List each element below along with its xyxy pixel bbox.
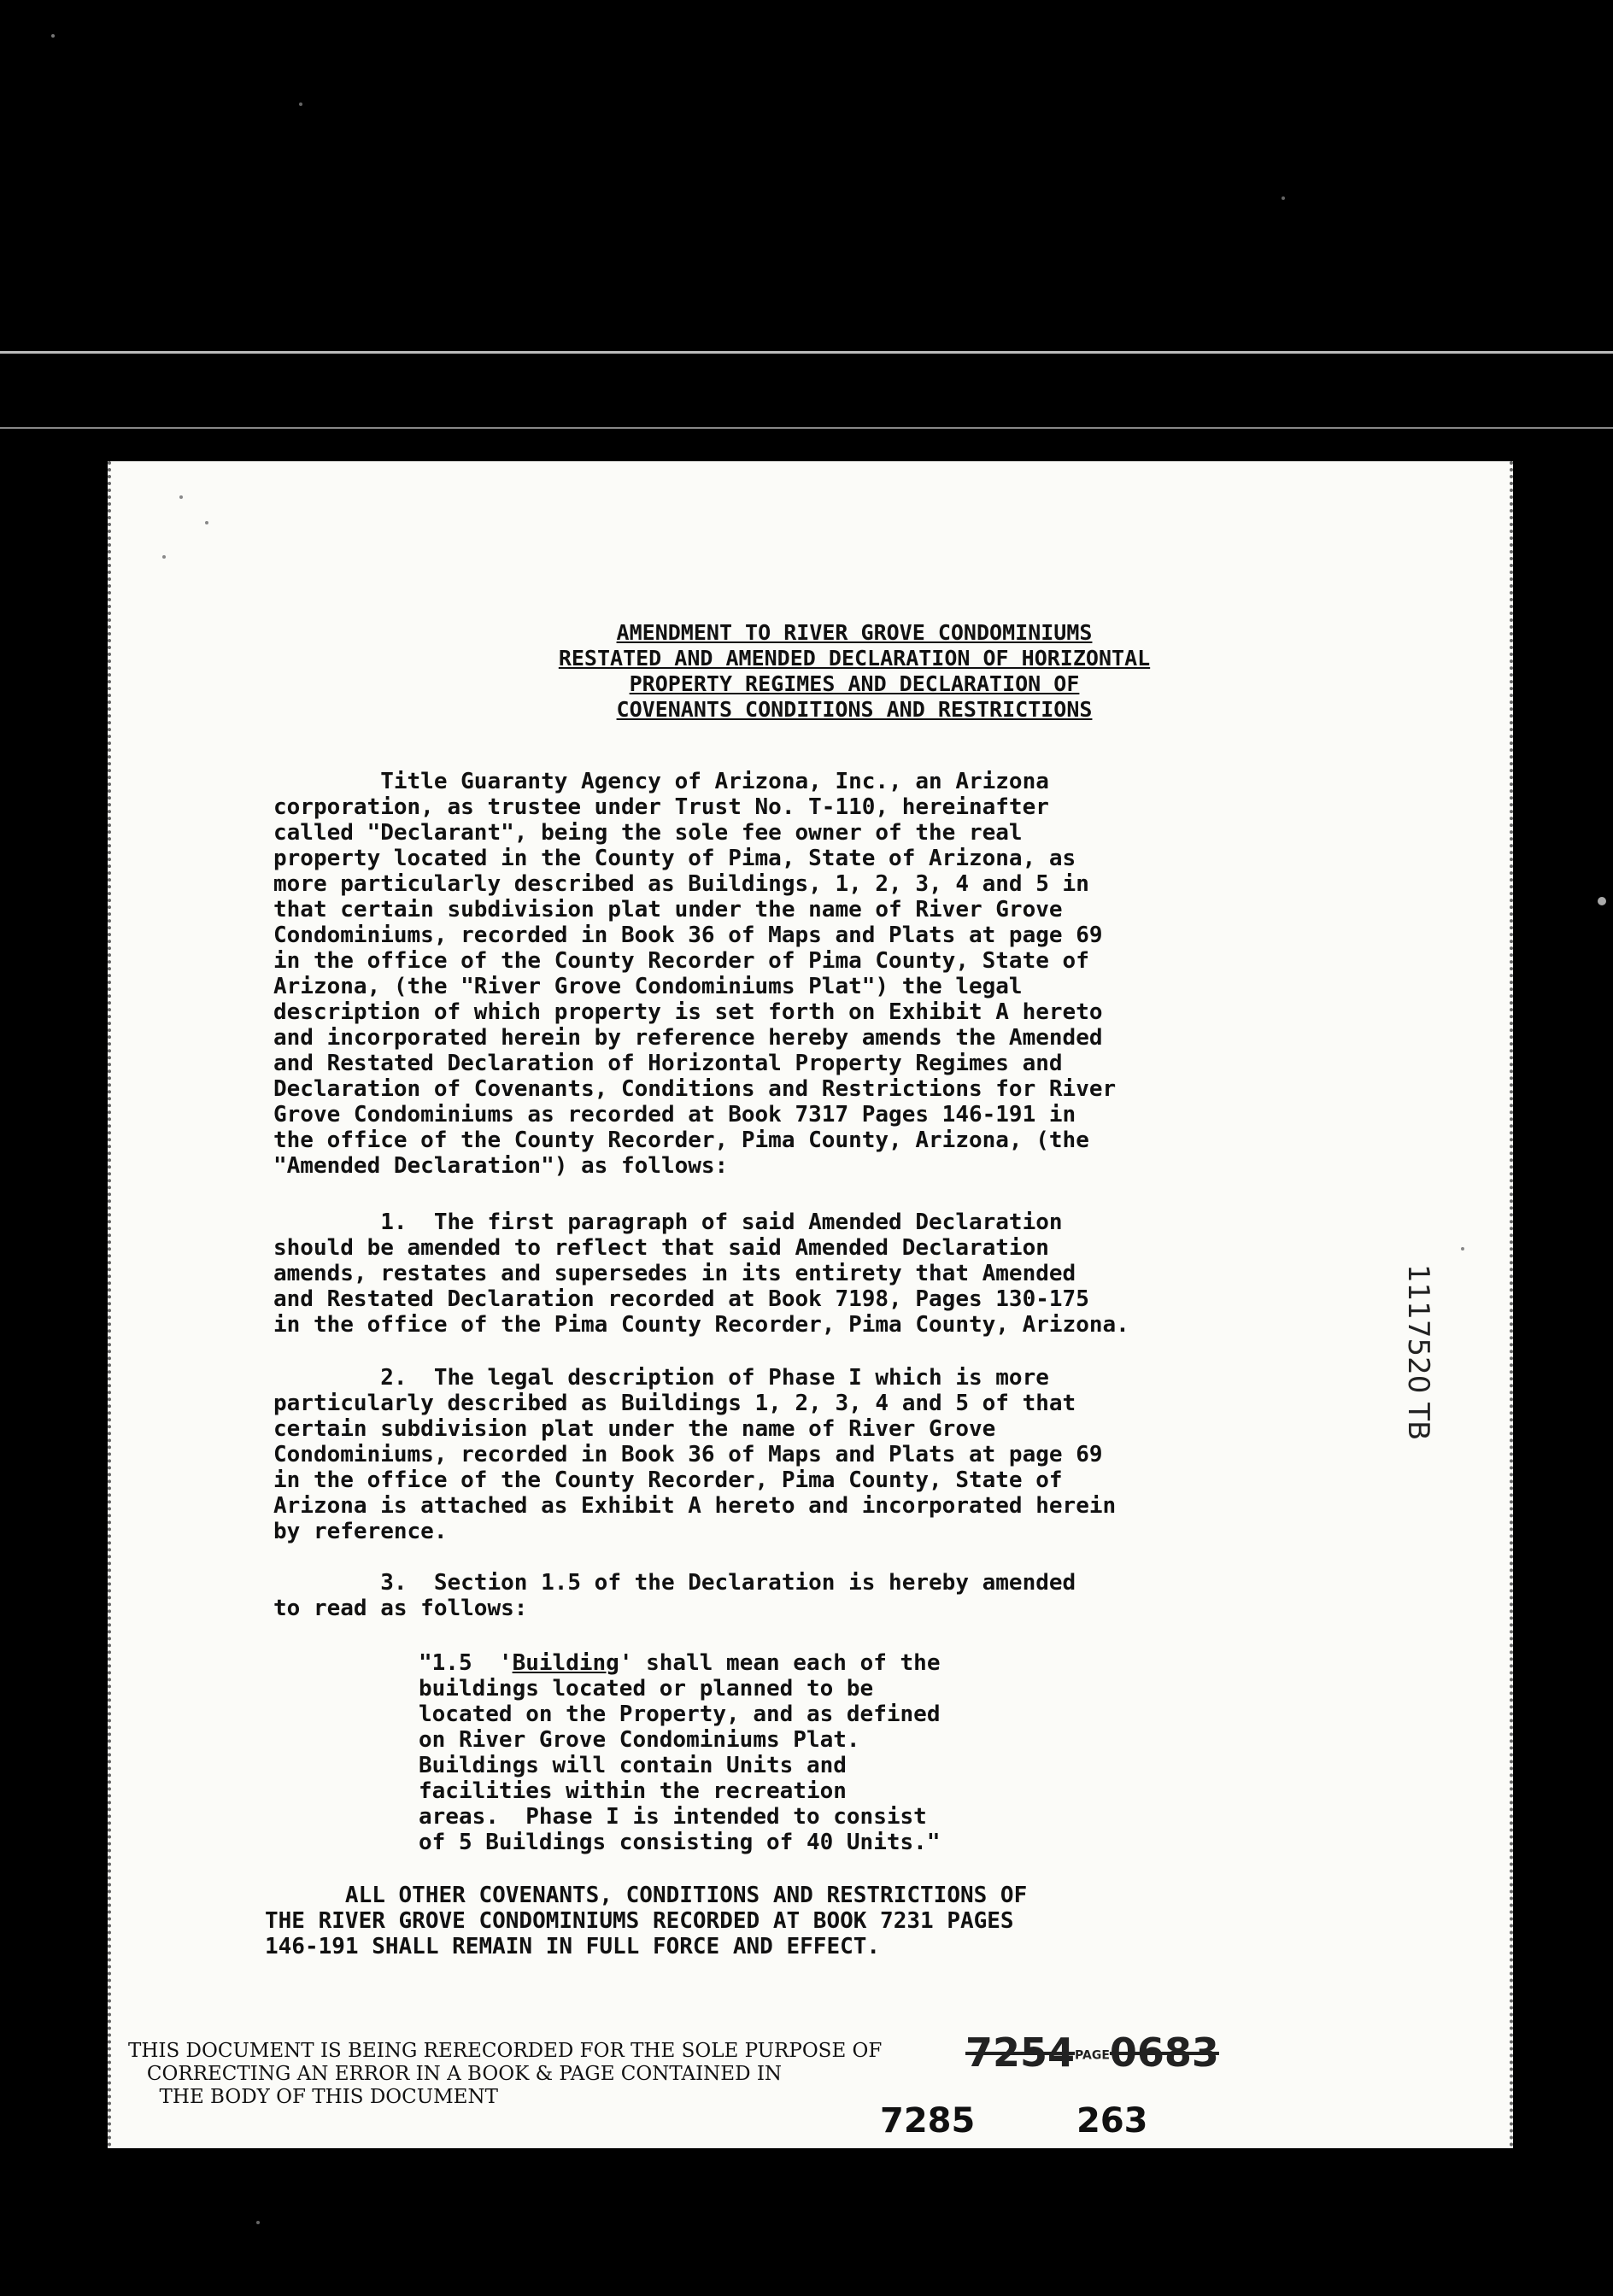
title-line: AMENDMENT TO RIVER GROVE CONDOMINIUMS bbox=[616, 620, 1093, 645]
old-book-number: 7254 bbox=[965, 2030, 1076, 2076]
scan-line bbox=[0, 351, 1613, 354]
new-page-number: 263 bbox=[1076, 2101, 1148, 2141]
amendment-item-1: 1. The first paragraph of said Amended Declaration should be amended to reflect that said Amended Declaration amends, restates and supersedes in its entirety that Amended and Restated Declaration recorded at Book 7198, Pages 130-175 in the office of the Pima County Recorder, Pima County, Arizona. bbox=[273, 1210, 1129, 1338]
scan-speck bbox=[179, 495, 183, 499]
handwritten-margin-note: 1117520 TB bbox=[1401, 1264, 1435, 1441]
title-line: COVENANTS CONDITIONS AND RESTRICTIONS bbox=[616, 697, 1093, 722]
scan-speck bbox=[1282, 196, 1285, 200]
old-page-number: 0683 bbox=[1109, 2030, 1219, 2076]
defined-term: Building bbox=[512, 1650, 619, 1676]
scan-line bbox=[0, 427, 1613, 429]
amendment-item-3: 3. Section 1.5 of the Declaration is hereby amended to read as follows: bbox=[273, 1570, 1076, 1621]
old-recording-stamp bbox=[965, 2030, 1219, 2076]
quote-body: ' shall mean each of the buildings located or planned to be located on the Property, and as defined on River Grove Condominiums Plat. Buildings will contain Units and facilities within the recreation areas. Phase I is intended to consist of 5 Buildings consisting of 40 Units." bbox=[419, 1650, 941, 1855]
closing-paragraph: ALL OTHER COVENANTS, CONDITIONS AND RESTRICTIONS OF THE RIVER GROVE CONDOMINIUMS RECORDED AT BOOK 7231 PAGES 146-191 SHALL REMAIN IN FULL FORCE AND EFFECT. bbox=[265, 1883, 1028, 1959]
scan-speck bbox=[51, 34, 55, 38]
title-line: RESTATED AND AMENDED DECLARATION OF HORIZONTAL bbox=[558, 646, 1151, 671]
title-line: PROPERTY REGIMES AND DECLARATION OF bbox=[629, 671, 1080, 696]
scan-speck bbox=[1598, 897, 1606, 905]
quote-prefix: "1.5 ' bbox=[419, 1650, 513, 1676]
document-title bbox=[325, 620, 1384, 723]
amendment-item-2: 2. The legal description of Phase I which is more particularly described as Buildings 1, 2, 3, 4 and 5 of that certain subdivision plat under the name of River Grove Condominiums, recorded in Book 36 of Maps and Plats at page 69 in the office of the County Recorder, Pima County, State of Arizona is attached as Exhibit A hereto and incorporated herein by reference. bbox=[273, 1365, 1117, 1544]
document-page bbox=[108, 461, 1513, 2148]
scan-speck bbox=[299, 102, 302, 106]
scan-speck bbox=[256, 2221, 260, 2224]
scan-speck bbox=[162, 555, 166, 559]
page-word: PAGE bbox=[1075, 2048, 1110, 2063]
quoted-definition bbox=[419, 1650, 941, 1855]
scan-speck bbox=[205, 521, 208, 524]
rerecording-note: THIS DOCUMENT IS BEING RERECORDED FOR THE SOLE PURPOSE OF CORRECTING AN ERROR IN A BOOK & PAGE CONTAINED IN THE BODY OF THIS DOCUMENT bbox=[128, 2040, 883, 2108]
intro-paragraph: Title Guaranty Agency of Arizona, Inc., an Arizona corporation, as trustee under Trust No. T-110, hereinafter called "Declarant", being the sole fee owner of the real property located in the County of Pima, State of Arizona, as more particularly described as Buildings, 1, 2, 3, 4 and 5 in that certain subdivision plat under the name of River Grove Condominiums, recorded in Book 36 of Maps and Plats at page 69 in the office of the County Recorder of Pima County, State of Arizona, (the "River Grove Condominiums Plat") the legal description of which property is set forth on Exhibit A hereto and incorporated herein by reference hereby amends the Amended and Restated Declaration of Horizontal Property Regimes and Declaration of Covenants, Conditions and Restrictions for River Grove Condominiums as recorded at Book 7317 Pages 146-191 in the office of the County Recorder, Pima County, Arizona, (the "Amended Declaration") as follows: bbox=[273, 769, 1117, 1179]
new-book-number: 7285 bbox=[880, 2101, 976, 2141]
scan-speck bbox=[1461, 1247, 1464, 1250]
